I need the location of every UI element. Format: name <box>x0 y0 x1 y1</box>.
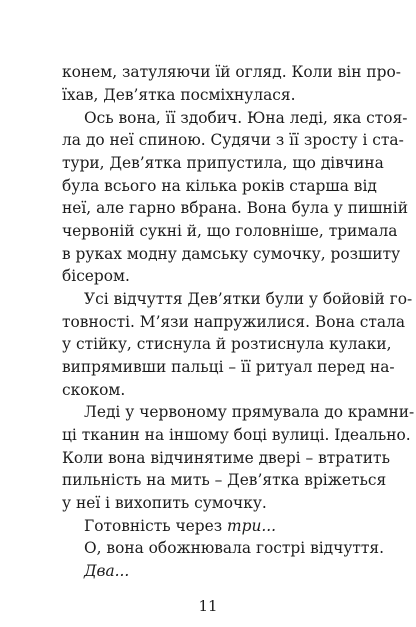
text-line: Ось вона, її здобич. Юна леді, яка стоя- <box>84 109 408 127</box>
text-line: ці тканин на іншому боці вулиці. Ідеально. <box>62 426 411 444</box>
text-line: у стійку, стиснула й розтиснула кулаки, <box>62 335 392 353</box>
text-line: пильність на мить – Дев’ятка вріжеться <box>62 471 387 489</box>
text-line: бісером. <box>62 267 130 285</box>
text-line: скоком. <box>62 381 126 399</box>
italic-emphasis: Два... <box>84 562 130 580</box>
text-line <box>84 517 355 536</box>
page-number: 11 <box>198 597 218 615</box>
text-line: товності. М’язи напружилися. Вона стала <box>62 313 406 331</box>
text-line: Леді у червоному прямувала до крамни- <box>84 403 415 421</box>
text-line: ла до неї спиною. Судячи з її зросту і ста- <box>62 131 404 149</box>
text-line: була всього на кілька років старша від <box>62 177 377 195</box>
text-line: у неї і вихопить сумочку. <box>62 494 267 512</box>
text-line: Усі відчуття Дев’ятки були у бойовій го- <box>84 290 413 308</box>
text-line: в руках модну дамську сумочку, розшиту <box>62 245 401 263</box>
text-line <box>84 562 355 581</box>
text-line: О, вона обожнювала гострі відчуття. <box>84 539 385 557</box>
text-line: червоній сукні й, що головніше, тримала <box>62 222 398 240</box>
text-line: випрямивши пальці – її ритуал перед на- <box>62 358 395 376</box>
italic-emphasis: три... <box>227 517 277 535</box>
text-line: конем, затуляючи їй огляд. Коли він про- <box>62 63 401 81</box>
text-line: тури, Дев’ятка припустила, що дівчина <box>62 154 384 172</box>
text-segment: Готовність через <box>84 517 228 535</box>
text-line: неї, але гарно вбрана. Вона була у пишній <box>62 199 408 217</box>
text-line: їхав, Дев’ятка посміхнулася. <box>62 86 296 104</box>
text-line: Коли вона відчинятиме двері – втратить <box>62 449 390 467</box>
